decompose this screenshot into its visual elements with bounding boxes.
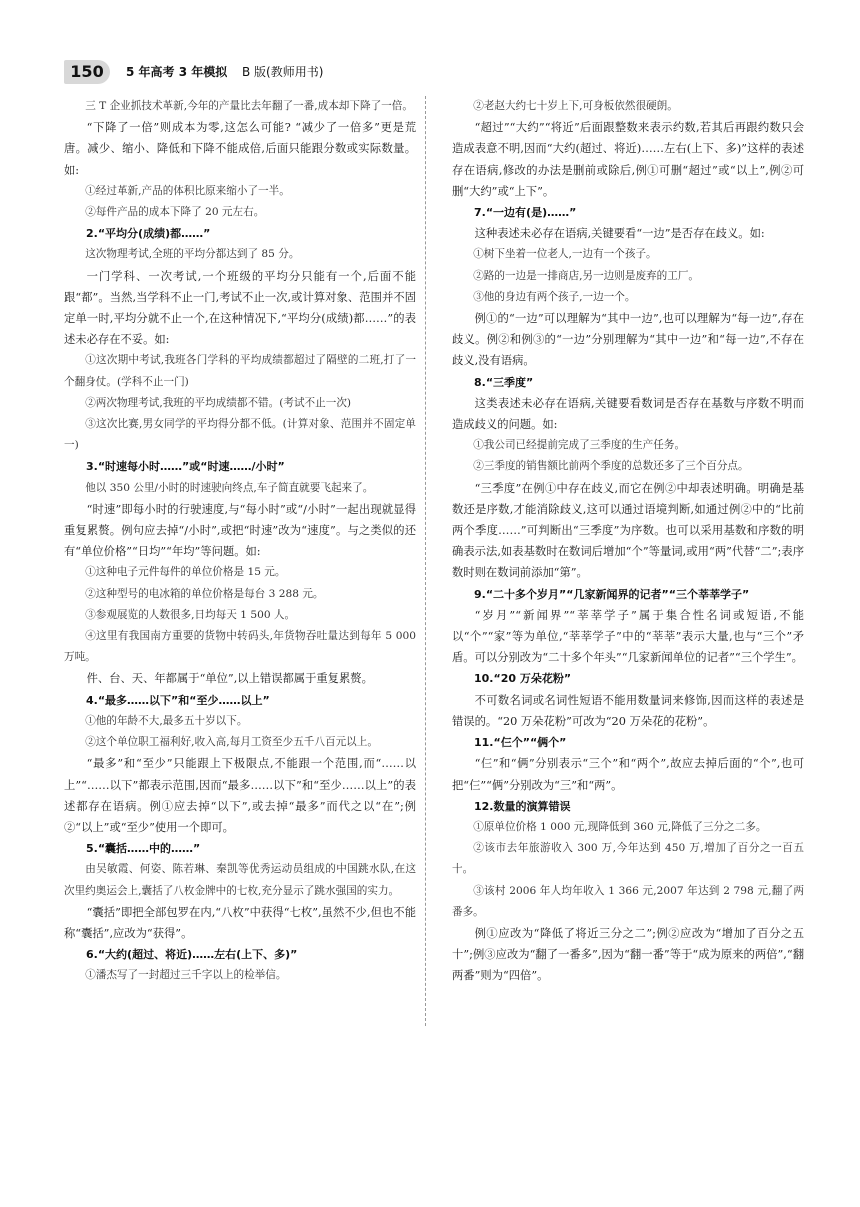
example-sentence: ②路的一边是一排商店,另一边则是废弃的工厂。 xyxy=(473,269,700,282)
example-sentence: ③他的身边有两个孩子,一边一个。 xyxy=(473,290,636,303)
book-title: 5 年高考 3 年模拟 xyxy=(126,65,228,79)
example-sentence: 这次物理考试,全班的平均分都达到了 85 分。 xyxy=(85,248,300,261)
body-paragraph: 这种表述未必存在语病,关键要看“一边”是否存在歧义。如: xyxy=(474,227,765,241)
body-paragraph: “囊括”即把全部包罗在内,“八枚”中获得“七枚”,虽然不少,但也不能称“囊括”,应改为“获得”。 xyxy=(64,905,416,940)
example-sentence: 他以 350 公里/小时的时速驶向终点,车子简直就要飞起来了。 xyxy=(85,481,374,494)
body-paragraph: 一门学科、一次考试,一个班级的平均分只能有一个,后面不能跟“都”。当然,当学科不止一门,考试不止一次,或计算对象、范围并不固定单一时,平均分就不止一个,在这种情况下,“平均分(成绩)都……”的表述未必存在不妥。如: xyxy=(64,269,416,347)
example-sentence: ①我公司已经提前完成了三季度的生产任务。 xyxy=(473,439,686,452)
example-sentence: ②该市去年旅游收入 300 万,今年达到 450 万,增加了百分之一百五十。 xyxy=(452,842,804,876)
right-column xyxy=(452,96,804,987)
body-paragraph: 不可数名词或名词性短语不能用数量词来修饰,因而这样的表述是错误的。“20 万朵花粉”可改为“20 万朵花的花粉”。 xyxy=(452,693,804,728)
example-sentence: ④这里有我国南方重要的货物中转码头,年货物吞吐量达到每年 5 000 万吨。 xyxy=(64,630,416,664)
example-sentence: ①他的年龄不大,最多五十岁以下。 xyxy=(85,714,248,727)
example-sentence: ②这种型号的电冰箱的单位价格是每台 3 288 元。 xyxy=(85,587,324,600)
body-paragraph: “仨”和“俩”分别表示“三个”和“两个”,故应去掉后面的“个”,也可把“仨”“俩”分别改为“三”和“两”。 xyxy=(452,757,804,792)
section-heading: 11.“仨个”“俩个” xyxy=(474,736,567,750)
body-paragraph: 例①应改为“降低了将近三分之二”;例②应改为“增加了百分之五十”;例③应改为“翻了一番多”,因为“翻一番”等于“成为原来的两倍”,“翻两番”则为“四倍”。 xyxy=(452,926,804,983)
example-sentence: ①原单位价格 1 000 元,现降低到 360 元,降低了三分之二多。 xyxy=(473,820,767,833)
example-sentence: ①这次期中考试,我班各门学科的平均成绩都超过了隔壁的二班,打了一个翻身仗。(学科不止一门) xyxy=(64,354,416,388)
example-sentence: ①经过革新,产品的体积比原来缩小了一半。 xyxy=(85,184,290,197)
section-heading: 5.“囊括……中的……” xyxy=(86,842,201,856)
section-heading: 4.“最多……以下”和“至少……以上” xyxy=(86,693,270,707)
section-heading: 12.数量的演算错误 xyxy=(474,799,571,813)
body-paragraph: “最多”和“至少”只能跟上下极限点,不能跟一个范围,而“……以上”“……以下”都表示范围,因而“最多……以下”和“至少……以上”的表述都存在语病。例①应去掉“以下”,或去掉“最多”而代之以“在”;例②“以上”或“至少”使用一个即可。 xyxy=(64,757,416,834)
page-header xyxy=(64,60,804,84)
example-sentence: ②三季度的销售额比前两个季度的总数还多了三个百分点。 xyxy=(473,460,749,473)
example-sentence: ③这次比赛,男女同学的平均得分都不低。(计算对象、范围并不固定单一) xyxy=(64,418,416,452)
example-sentence: 由吴敏霞、何姿、陈若琳、秦凯等优秀运动员组成的中国跳水队,在这次里约奥运会上,囊括了八枚金牌中的七枚,充分显示了跳水强国的实力。 xyxy=(64,863,416,897)
example-sentence: ②老赵大约七十岁上下,可身板依然很硬朗。 xyxy=(473,100,678,112)
example-sentence: ②这个单位职工福利好,收入高,每月工资至少五千八百元以上。 xyxy=(85,736,378,749)
section-heading: 3.“时速每小时……”或“时速……/小时” xyxy=(86,460,285,474)
section-heading: 7.“一边有(是)……” xyxy=(474,206,577,220)
section-heading: 10.“20 万朵花粉” xyxy=(474,672,572,686)
body-paragraph: “超过”“大约”“将近”后面跟整数来表示约数,若其后再跟约数只会造成表意不明,因而“大约(超过、将近)……左右(上下、多)”这样的表述存在语病,修改的办法是删前或除后,例①可删“超过”或“以上”,例②可删“大约”或“上下”。 xyxy=(452,121,804,198)
book-edition: B 版(教师用书) xyxy=(242,65,324,79)
example-sentence: ③参观展览的人数很多,日均每天 1 500 人。 xyxy=(85,608,296,621)
example-sentence: ①潘杰写了一封超过三千字以上的检举信。 xyxy=(85,969,287,982)
body-paragraph: “下降了一倍”则成本为零,这怎么可能? “减少了一倍多”更是荒唐。减少、缩小、降低和下降不能成倍,后面只能跟分数或实际数量。如: xyxy=(64,121,416,177)
body-paragraph: “时速”即每小时的行驶速度,与“每小时”或“/小时”一起出现就显得重复累赘。例句应去掉“/小时”,或把“时速”改为“速度”。与之类似的还有“单位价格”“日均”“年均”等问题。如: xyxy=(64,502,416,559)
section-heading: 2.“平均分(成绩)都……” xyxy=(86,227,211,241)
body-paragraph: 这类表述未必存在语病,关键要看数词是否存在基数与序数不明而造成歧义的问题。如: xyxy=(452,396,804,432)
page-number: 150 xyxy=(64,60,110,84)
section-heading: 6.“大约(超过、将近)……左右(上下、多)” xyxy=(86,948,298,962)
body-paragraph: 件、台、天、年都属于“单位”,以上错误都属于重复累赘。 xyxy=(86,672,373,686)
body-paragraph: “三季度”在例①中存在歧义,而它在例②中却表述明确。明确是基数还是序数,才能消除歧义,这可以通过语境判断,如通过例②中的“比前两个季度……”可判断出“三季度”为序数。也可以采用基数和序数的明确表示法,如表基数时在数词后增加“个”等量词,或用“两”代替“二”;表序数时则在数词前添加“第”。 xyxy=(452,481,804,580)
section-heading: 9.“二十多个岁月”“几家新闻界的记者”“三个莘莘学子” xyxy=(474,587,750,601)
column-divider xyxy=(425,96,426,1026)
example-sentence: ①这种电子元件每件的单位价格是 15 元。 xyxy=(85,566,286,579)
example-sentence: ②每件产品的成本下降了 20 元左右。 xyxy=(85,206,265,219)
example-sentence: 三 T 企业抓技术革新,今年的产量比去年翻了一番,成本却下降了一倍。 xyxy=(85,100,413,112)
section-heading: 8.“三季度” xyxy=(474,375,534,389)
body-paragraph: 例①的“一边”可以理解为“其中一边”,也可以理解为“每一边”,存在歧义。例②和例③的“一边”分别理解为“其中一边”和“每一边”,不存在歧义,没有语病。 xyxy=(452,312,804,368)
example-sentence: ①树下坐着一位老人,一边有一个孩子。 xyxy=(473,248,657,261)
left-column xyxy=(64,96,416,987)
body-paragraph: “岁月”“新闻界”“莘莘学子”属于集合性名词或短语,不能以“个”“家”等为单位,“莘莘学子”中的“莘莘”表示大量,也与“三个”矛盾。可以分别改为“二十多个年头”“几家新闻单位的记者”“三个学生”。 xyxy=(452,608,804,665)
example-sentence: ③该村 2006 年人均年收入 1 366 元,2007 年达到 2 798 元,翻了两番多。 xyxy=(452,884,804,918)
example-sentence: ②两次物理考试,我班的平均成绩都不错。(考试不止一次) xyxy=(85,396,352,409)
